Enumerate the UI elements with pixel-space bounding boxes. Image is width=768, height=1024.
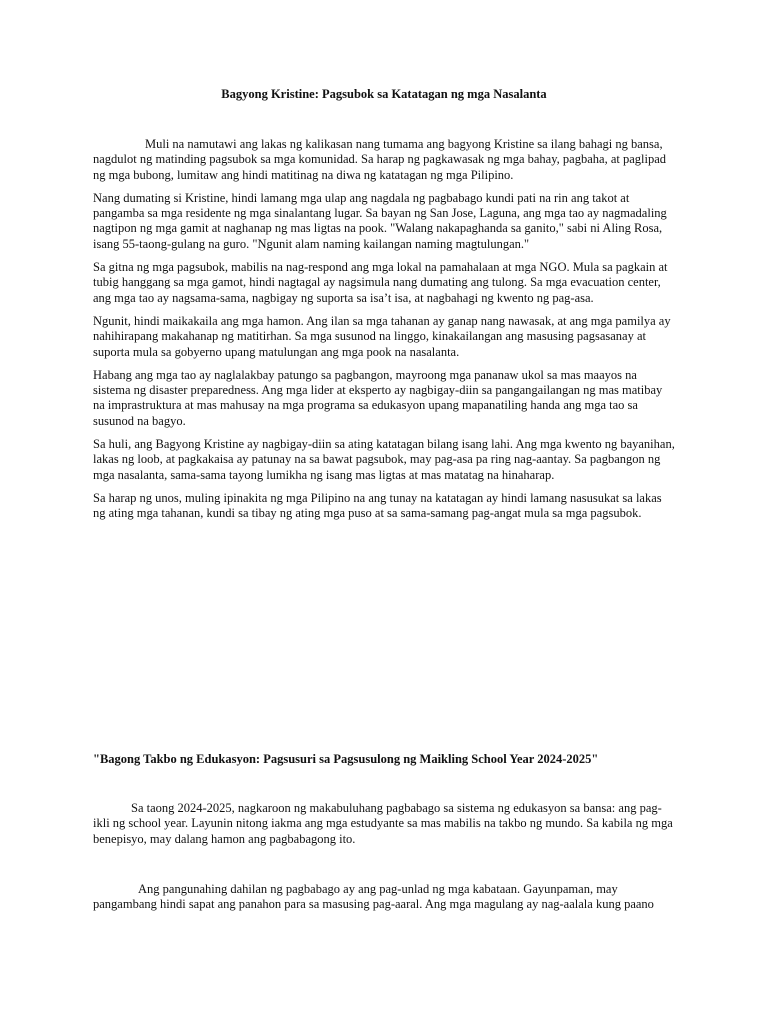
article-1-paragraph: Sa gitna ng mga pagsubok, mabilis na nag-respond ang mga lokal na pamahalaan at mga NGO. Mula sa pagkain at tubig hanggang sa mga gamot, hindi nagtagal ay nagsimula nang dumating ang tulong. Sa mga evacuation center, ang mga tao ay nagsama-sama, nagbigay ng suporta sa isa’t isa, at nagbahagi ng kwento ng pag-asa.: [93, 260, 668, 305]
article-1-paragraph: Nang dumating si Kristine, hindi lamang mga ulap ang nagdala ng pagbabago kundi pati na rin ang takot at pangamba sa mga residente ng mga sinalantang lugar. Sa bayan ng San Jose, Laguna, ang mga tao ay nagmadaling nagtipon ng mga gamit at naghanap ng mas ligtas na pook. "Walang nakapaghanda sa ganito," sabi ni Aling Rosa, isang 55-taong-gulang na guro. "Ngunit alam naming kailangan naming magtulungan.": [93, 190, 667, 251]
article-1-paragraph: Ngunit, hindi maikakaila ang mga hamon. Ang ilan sa mga tahanan ay ganap nang nawasak, at ang mga pamilya ay nahihirapang makahanap ng matitirhan. Sa mga susunod na linggo, kinakailangan ang masusing pagsasanay at suporta mula sa gobyerno upang matulungan ang mga pook na nasalanta.: [93, 313, 671, 359]
article-2-paragraph: Sa taong 2024-2025, nagkaroon ng makabuluhang pagbabago sa sistema ng edukasyon sa bansa: ang pag-ikli ng school year. Layunin nitong iakma ang mga estudyante sa mas mabilis na takbo ng mundo. Sa kabila ng mga benepisyo, may dalang hamon ang pagbabagong ito.: [93, 801, 673, 846]
article-2-paragraph: Ang pangunahing dahilan ng pagbabago ay ang pag-unlad ng mga kabataan. Gayunpaman, may pangambang hindi sapat ang panahon para sa masusing pag-aaral. Ang mga magulang ay nag-aalala kung paano: [93, 882, 654, 912]
article-2-body: [93, 801, 675, 855]
article-1-body: [93, 137, 675, 530]
article-1-paragraph: Sa harap ng unos, muling ipinakita ng mga Pilipino na ang tunay na katatagan ay hindi lamang nasusukat sa lakas ng ating mga tahanan, kundi sa tibay ng ating mga puso at sa sama-samang pag-angat mula sa mga pagsubok.: [93, 490, 662, 521]
article-1-paragraph: Sa huli, ang Bagyong Kristine ay nagbigay-diin sa ating katatagan bilang isang lahi. Ang mga kwento ng bayanihan, lakas ng loob, at pagkakaisa ay patunay na sa bawat pagsubok, may pag-asa pa ring nag-aantay. Sa pagbangon ng mga nasalanta, sama-sama tayong lumikha ng isang mas ligtas at mas matatag na hinaharap.: [93, 437, 675, 482]
article-2-body-continued: [93, 882, 675, 921]
article-2-title: "Bagong Takbo ng Edukasyon: Pagsusuri sa Pagsusulong ng Maikling School Year 2024-2025": [93, 752, 599, 766]
article-1-paragraph: Habang ang mga tao ay naglalakbay patungo sa pagbangon, mayroong mga pananaw ukol sa mas maayos na sistema ng disaster preparedness. Ang mga lider at eksperto ay nagbigay-diin sa pangangailangan ng mas matibay na imprastruktura at mas mahusay na mga programa sa edukasyon upang mapanatiling handa ang mga tao sa susunod na bagyo.: [93, 367, 663, 428]
article-1-paragraph: Muli na namutawi ang lakas ng kalikasan nang tumama ang bagyong Kristine sa ilang bahagi ng bansa, nagdulot ng matinding pagsubok sa mga komunidad. Sa harap ng pagkawasak ng mga bahay, pagbaha, at paglipad ng mga bubong, lumitaw ang hindi matitinag na diwa ng katatagan ng mga Pilipino.: [93, 137, 667, 182]
article-1-title: Bagyong Kristine: Pagsubok sa Katatagan ng mga Nasalanta: [221, 87, 547, 101]
